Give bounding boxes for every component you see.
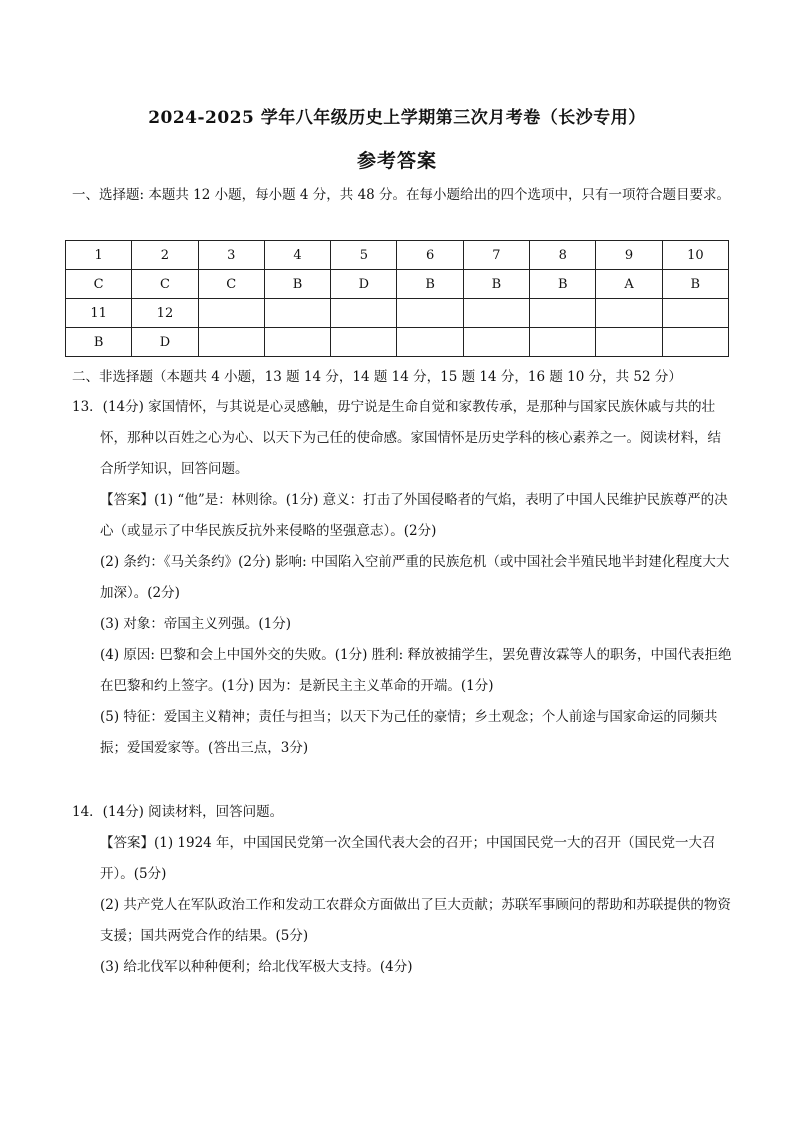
- table-row: [66, 270, 729, 299]
- table-row: [66, 299, 729, 328]
- table-cell: 7: [463, 241, 529, 270]
- table-cell: 11: [66, 299, 132, 328]
- section1-heading: 一、选择题: 本题共 12 小题，每小题 4 分，共 48 分。在每小题给出的四个选项中，只有一项符合题目要求。: [72, 187, 731, 203]
- table-cell: [331, 328, 397, 357]
- table-row: [66, 241, 729, 270]
- table-cell: [264, 299, 330, 328]
- question-13-answer-5: (5) 特征：爱国主义精神；责任与担当；以天下为己任的豪情；乡土观念；个人前途与国家命运的同频共振；爱国爱家等。(答出三点，3分): [100, 709, 718, 756]
- table-cell: B: [264, 270, 330, 299]
- table-cell: B: [397, 270, 463, 299]
- table-cell: [331, 299, 397, 328]
- table-cell: B: [530, 270, 596, 299]
- table-cell: C: [132, 270, 198, 299]
- table-cell: [397, 328, 463, 357]
- table-cell: [264, 328, 330, 357]
- table-cell: C: [66, 270, 132, 299]
- table-cell: 5: [331, 241, 397, 270]
- table-cell: [596, 299, 662, 328]
- section2-heading: 二、非选择题（本题共 4 小题，13 题 14 分，14 题 14 分，15 题 14 分，16 题 10 分，共 52 分）: [72, 369, 682, 385]
- table-cell: 12: [132, 299, 198, 328]
- table-cell: [198, 328, 264, 357]
- table-cell: 9: [596, 241, 662, 270]
- question-13-answer-2: (2) 条约：《马关条约》(2分) 影响: 中国陷入空前严重的民族危机（或中国社会半殖民地半封建化程度大大加深）。(2分): [100, 554, 730, 601]
- table-cell: [530, 328, 596, 357]
- table-cell: [662, 328, 728, 357]
- table-cell: [397, 299, 463, 328]
- table-cell: [463, 328, 529, 357]
- table-cell: D: [331, 270, 397, 299]
- question-14-answer-1: 【答案】(1) 1924 年，中国国民党第一次全国代表大会的召开；中国国民党一大的召开（国民党一大召开）。(5分): [100, 835, 716, 882]
- question-14-answer-2: (2) 共产党人在军队政治工作和发动工农群众方面做出了巨大贡献；苏联军事顾问的帮助和苏联提供的物资支援；国共两党合作的结果。(5分): [100, 897, 731, 944]
- table-cell: B: [463, 270, 529, 299]
- table-cell: 6: [397, 241, 463, 270]
- table-cell: [662, 299, 728, 328]
- table-cell: 2: [132, 241, 198, 270]
- table-cell: 8: [530, 241, 596, 270]
- table-row: [66, 328, 729, 357]
- question-13-answer-3: (3) 对象：帝国主义列强。(1分): [100, 616, 292, 632]
- table-cell: 1: [66, 241, 132, 270]
- table-cell: [198, 299, 264, 328]
- page-title: 2024-2025 学年八年级历史上学期第三次月考卷（长沙专用）: [148, 108, 646, 128]
- table-cell: 10: [662, 241, 728, 270]
- table-cell: A: [596, 270, 662, 299]
- question-13: [72, 392, 732, 764]
- question-14-stem: 14．(14分) 阅读材料，回答问题。: [72, 804, 284, 820]
- table-cell: [596, 328, 662, 357]
- question-14: [72, 797, 732, 983]
- table-cell: [530, 299, 596, 328]
- question-14-answer-3: (3) 给北伐军以种种便利；给北伐军极大支持。(4分): [100, 959, 413, 975]
- question-13-answer-4: (4) 原因: 巴黎和会上中国外交的失败。(1分) 胜利: 释放被捕学生，罢免曹汝霖等人的职务，中国代表拒绝在巴黎和约上签字。(1分) 因为：是新民主主义革命的开端。(1分): [100, 647, 732, 694]
- table-cell: [463, 299, 529, 328]
- table-cell: D: [132, 328, 198, 357]
- table-cell: B: [662, 270, 728, 299]
- question-13-answer-1: 【答案】(1) “他”是：林则徐。(1分) 意义：打击了外国侵略者的气焰，表明了中国人民维护民族尊严的决心（或显示了中华民族反抗外来侵略的坚强意志）。(2分): [100, 492, 728, 539]
- table-cell: 3: [198, 241, 264, 270]
- page-subtitle: 参考答案: [356, 150, 437, 172]
- table-cell: B: [66, 328, 132, 357]
- table-cell: 4: [264, 241, 330, 270]
- question-13-stem: 13．(14分) 家国情怀，与其说是心灵感触，毋宁说是生命自觉和家教传承，是那种与国家民族休戚与共的壮怀，那种以百姓之心为心、以天下为己任的使命感。家国情怀是历史学科的核心素养之一。阅读材料，结合所学知识，回答问题。: [72, 399, 721, 477]
- answer-table: [65, 240, 729, 357]
- table-cell: C: [198, 270, 264, 299]
